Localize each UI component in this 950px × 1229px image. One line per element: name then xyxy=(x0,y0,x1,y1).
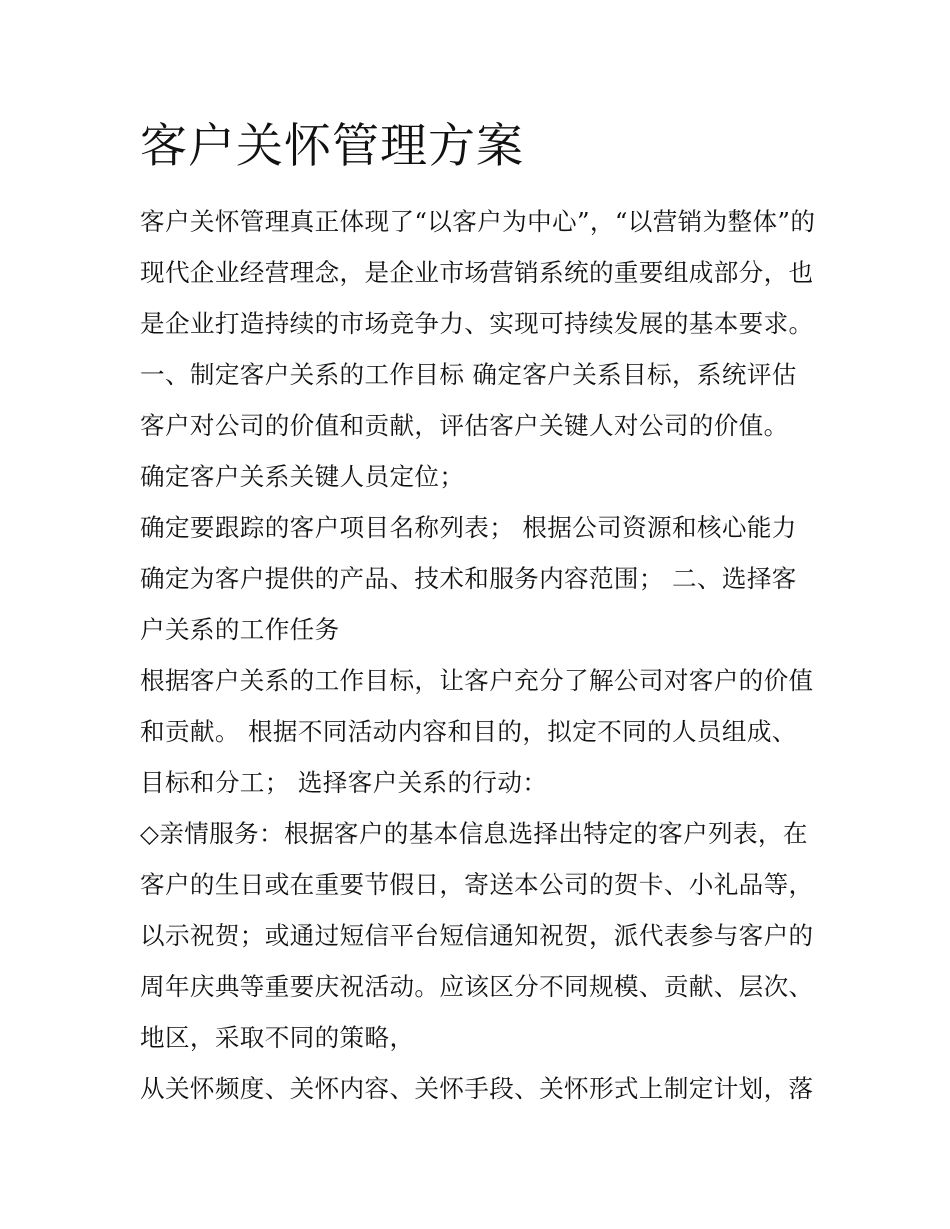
body-line: 目标和分工； 选择客户关系的行动： xyxy=(140,768,548,797)
body-line: 是企业打造持续的市场竞争力、实现可持续发展的基本要求。 xyxy=(140,309,814,338)
body-line: 根据客户关系的工作目标，让客户充分了解公司对客户的价值 xyxy=(140,666,814,695)
body-line: 确定为客户提供的产品、技术和服务内容范围； 二、选择客 xyxy=(140,564,797,593)
body-line: 从关怀频度、关怀内容、关怀手段、关怀形式上制定计划，落 xyxy=(140,1074,814,1103)
body-line: 一、制定客户关系的工作目标 确定客户关系目标，系统评估 xyxy=(140,360,797,389)
body-line: 以示祝贺；或通过短信平台短信通知祝贺，派代表参与客户的 xyxy=(140,921,814,950)
body-line: 确定要跟踪的客户项目名称列表； 根据公司资源和核心能力 xyxy=(140,513,797,542)
body-line: 现代企业经营理念，是企业市场营销系统的重要组成部分，也 xyxy=(140,258,814,287)
document-body xyxy=(140,196,820,1114)
body-line: 和贡献。 根据不同活动内容和目的，拟定不同的人员组成、 xyxy=(140,717,797,746)
body-line: 户关系的工作任务 xyxy=(140,615,340,644)
document-title: 客户关怀管理方案 xyxy=(140,119,524,174)
body-line: 客户的生日或在重要节假日，寄送本公司的贺卡、小礼品等， xyxy=(140,870,814,899)
body-line: 周年庆典等重要庆祝活动。应该区分不同规模、贡献、层次、 xyxy=(140,972,814,1001)
body-line: 客户关怀管理真正体现了“以客户为中心”，“以营销为整体”的 xyxy=(140,207,816,236)
body-line: ◇亲情服务：根据客户的基本信息选择出特定的客户列表，在 xyxy=(140,819,808,848)
body-line: 客户对公司的价值和贡献，评估客户关键人对公司的价值。 xyxy=(140,411,789,440)
body-line: 地区，采取不同的策略， xyxy=(140,1023,415,1052)
body-line: 确定客户关系关键人员定位； xyxy=(140,462,465,491)
